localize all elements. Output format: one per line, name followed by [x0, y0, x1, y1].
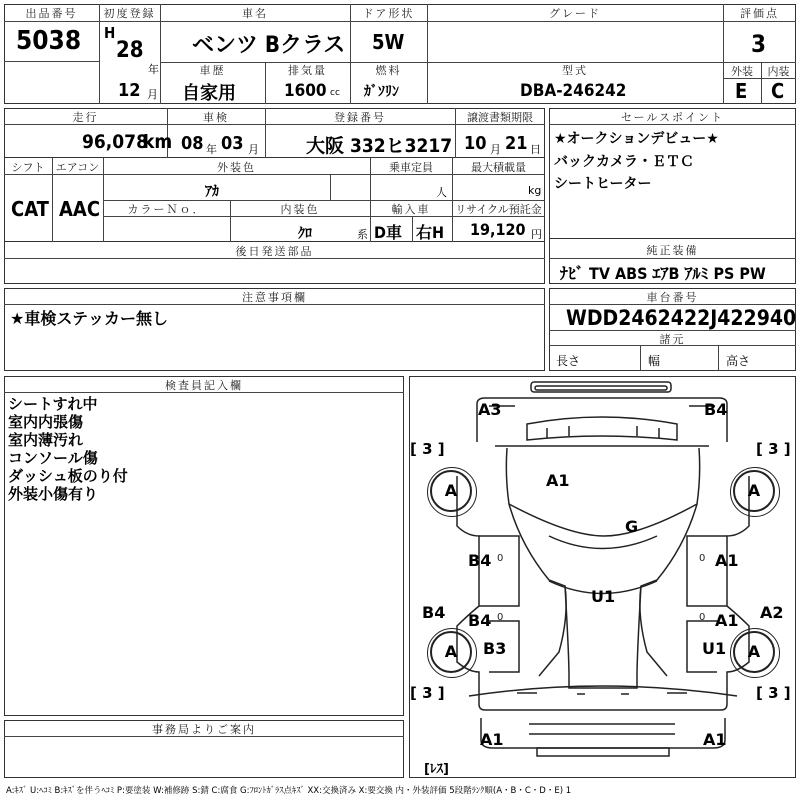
exterior-score-label: 外装 — [731, 65, 753, 78]
inspector-note-4: コンソール傷 — [8, 449, 98, 467]
genuine-equipment: ﾅﾋﾞ TV ABS ｴｱB ｱﾙﾐ PS PW — [560, 264, 766, 283]
inspection-month-unit: 月 — [248, 143, 259, 156]
mileage-unit: km — [143, 131, 173, 153]
mark-b3: B3 — [483, 639, 507, 658]
inspector-label: 検査員記入欄 — [165, 379, 243, 392]
inspection-year-unit: 年 — [206, 143, 217, 156]
mileage-label: 走行 — [72, 111, 99, 124]
interior-score: C — [771, 79, 785, 103]
transfer-month-unit: 月 — [490, 143, 501, 156]
tire-rear-left-mark: A — [444, 642, 458, 661]
registration-number: 大阪 332ヒ3217 — [306, 135, 453, 157]
displacement-unit: cc — [330, 88, 340, 98]
max-load-label: 最大積載量 — [471, 161, 526, 174]
mileage-value: 96,078 — [82, 131, 148, 153]
tire-rear-right — [733, 631, 775, 673]
mark-a1-right-upper: A1 — [715, 551, 739, 570]
sales-point-2: バックカメラ・ＥＴＣ — [554, 154, 694, 170]
registration-year-unit: 年 — [148, 63, 159, 76]
tire-rear-right-mark: A — [747, 642, 761, 661]
grade-label: グレード — [549, 7, 601, 20]
sales-points-label: セールスポイント — [620, 111, 724, 124]
interior-score-label: 内装 — [767, 65, 790, 78]
inspector-note-1: シートすれ中 — [8, 395, 98, 413]
genuine-equipment-label: 純正装備 — [646, 244, 699, 257]
inspection-label: 車検 — [203, 111, 229, 124]
door-type-label: ドア形状 — [362, 7, 415, 20]
mark-a1-hood: A1 — [546, 471, 570, 490]
chassis-number: WDD2462422J422940 — [566, 306, 797, 330]
exterior-score: E — [735, 79, 748, 103]
width-label: 幅 — [648, 354, 661, 368]
office-label: 事務局よりご案内 — [152, 723, 256, 736]
model-code-label: 型式 — [562, 64, 588, 77]
mark-b4-top: B4 — [704, 400, 728, 419]
caution-value: ★車検ステッカー無し — [10, 309, 169, 328]
recycle-unit: 円 — [531, 228, 542, 241]
exterior-color-label: 外装色 — [217, 161, 256, 174]
car-name-label: 車名 — [242, 7, 268, 20]
transfer-day-unit: 日 — [530, 143, 541, 156]
svg-text:0: 0 — [497, 612, 504, 623]
length-label: 長さ — [556, 354, 581, 368]
transfer-day: 21 — [505, 133, 528, 154]
mark-a3: A3 — [478, 400, 502, 419]
import-dealer: D車 — [374, 223, 402, 242]
door-type: 5W — [372, 30, 405, 54]
svg-text:0: 0 — [699, 612, 706, 623]
shift-value: CAT — [11, 197, 49, 221]
transfer-month: 10 — [464, 133, 487, 154]
svg-text:0: 0 — [497, 553, 504, 564]
import-label: 輸入車 — [391, 203, 431, 216]
specs-label: 諸元 — [659, 333, 686, 346]
mark-u1-right: U1 — [702, 639, 727, 658]
later-parts-label: 後日発送部品 — [235, 245, 314, 258]
mark-a1-bottom-left: A1 — [480, 730, 504, 749]
history-label: 車歴 — [199, 64, 226, 77]
tread-front-left: [ 3 ] — [410, 440, 445, 458]
fuel-value: ｶﾞｿﾘﾝ — [364, 84, 399, 100]
height-label: 高さ — [726, 354, 751, 368]
tire-rear-left — [430, 631, 472, 673]
mark-a1-bottom-right: A1 — [703, 730, 727, 749]
tire-front-right — [733, 470, 775, 512]
caution-label: 注意事項欄 — [242, 291, 307, 304]
first-registration-label: 初度登録 — [103, 7, 156, 20]
displacement-value: 1600 — [284, 81, 327, 101]
displacement-label: 排気量 — [288, 64, 327, 77]
registration-era: H — [104, 24, 116, 42]
history-value: 自家用 — [182, 83, 236, 104]
aircon-label: エアコン — [55, 161, 100, 174]
mark-g: G — [625, 517, 639, 536]
sales-points-section — [549, 108, 796, 239]
tread-rear-right: [ 3 ] — [756, 684, 791, 702]
inspector-note-5: ダッシュ板のり付 — [8, 467, 128, 485]
inspector-note-3: 室内薄汚れ — [8, 431, 84, 449]
shift-label: シフト — [11, 161, 45, 174]
car-outline — [409, 376, 796, 778]
registration-month-unit: 月 — [147, 88, 158, 101]
recycle-value: 19,120 — [470, 220, 526, 239]
mark-b4-inner-lower: B4 — [468, 611, 492, 630]
mark-b4-left-upper: B4 — [468, 551, 492, 570]
sales-point-1: ★オークションデビュー★ — [554, 131, 719, 147]
chassis-label: 車台番号 — [646, 291, 699, 304]
interior-color: ｸﾛ — [298, 226, 312, 242]
transfer-deadline-label: 譲渡書類期限 — [467, 111, 533, 124]
tire-front-left-mark: A — [444, 481, 458, 500]
registration-number-label: 登録番号 — [334, 111, 386, 124]
spare-tire: [ﾚｽ] — [424, 762, 449, 777]
mark-u1-roof: U1 — [591, 587, 616, 606]
mark-a2: A2 — [760, 603, 784, 622]
inspector-note-6: 外装小傷有り — [8, 485, 99, 503]
fuel-label: 燃料 — [375, 64, 402, 77]
interior-color-unit: 系 — [357, 228, 368, 241]
inspector-note-2: 室内内張傷 — [8, 413, 84, 431]
registration-year: 28 — [116, 38, 144, 63]
inspection-year: 08 — [181, 133, 204, 154]
svg-text:0: 0 — [699, 553, 706, 564]
car-name: ベンツ Bクラス — [192, 33, 346, 58]
legend: A:ｷｽﾞ U:ﾍｺﾐ B:ｷｽﾞを伴うﾍｺﾐ P:要塗装 W:補修跡 S:錆 C:腐食 G:ﾌﾛﾝﾄｶﾞﾗｽ点ｷｽﾞ XX:交換済み X:要交換 内・外装評価 5段階ﾗﾝｸ順(A・B・C・D・E) 1 — [6, 786, 572, 796]
tire-front-left — [430, 470, 472, 512]
interior-color-label: 内装色 — [280, 203, 320, 216]
capacity-label: 乗車定員 — [389, 161, 433, 174]
score-value: 3 — [751, 30, 767, 58]
tread-rear-left: [ 3 ] — [410, 684, 445, 702]
aircon-value: AAC — [59, 197, 101, 221]
import-handle: 右H — [416, 223, 445, 242]
inspection-month: 03 — [221, 133, 244, 154]
color-no-label: カラーＮｏ． — [127, 203, 206, 216]
recycle-label: リサイクル預託金 — [455, 203, 542, 216]
tire-front-right-mark: A — [747, 481, 761, 500]
capacity-unit: 人 — [436, 186, 447, 199]
sales-point-3: シートヒーター — [554, 176, 652, 192]
mark-a1-right-lower: A1 — [715, 611, 739, 630]
max-load-unit: kg — [528, 184, 542, 197]
exterior-color: ｱｶ — [205, 184, 219, 200]
model-code: DBA-246242 — [520, 81, 627, 101]
lot-number-label: 出品番号 — [25, 7, 78, 20]
score-label: 評価点 — [740, 7, 779, 20]
tread-front-right: [ 3 ] — [756, 440, 791, 458]
lot-number: 5038 — [16, 26, 82, 56]
mark-b4-left-lower: B4 — [422, 603, 446, 622]
registration-month: 12 — [118, 80, 141, 101]
